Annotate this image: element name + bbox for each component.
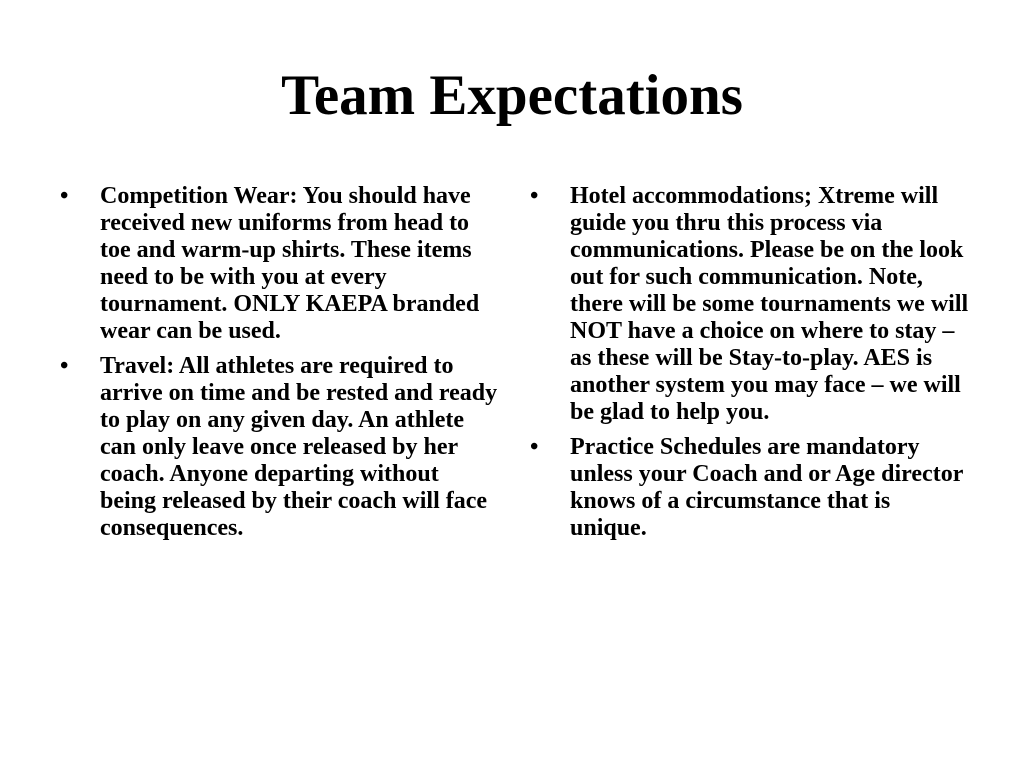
- slide-title: Team Expectations: [281, 64, 743, 127]
- bullet-text: Competition Wear: You should have received new uniforms from head to toe and warm-up shirts. These items need to be with you at every tournament. ONLY KAEPA branded wear can be used.: [100, 183, 480, 344]
- bullet-item-hotel: [530, 183, 970, 426]
- bullet-icon: •: [60, 353, 69, 379]
- bullet-item-competition-wear: [60, 183, 500, 345]
- bullet-icon: •: [60, 183, 69, 209]
- bullet-text: Hotel accommodations; Xtreme will guide you thru this process via communications. Please be on the look out for such communication. Note, there will be some tournaments we will NOT have a choice on where to stay – as these will be Stay-to-play. AES is another system you may face – we will be glad to help you.: [570, 183, 969, 425]
- bullet-text: Practice Schedules are mandatory unless your Coach and or Age director knows of a circumstance that is unique.: [570, 434, 963, 541]
- bullet-icon: •: [530, 183, 539, 209]
- bullet-item-practice: [530, 434, 970, 542]
- bullet-icon: •: [530, 434, 539, 460]
- bullet-text: Travel: All athletes are required to arrive on time and be rested and ready to play on any given day. An athlete can only leave once released by her coach. Anyone departing without being released by their coach will face consequences.: [100, 353, 498, 541]
- bullet-item-travel: [60, 353, 500, 542]
- left-bullet-list: [60, 183, 500, 550]
- right-bullet-list: [530, 183, 970, 550]
